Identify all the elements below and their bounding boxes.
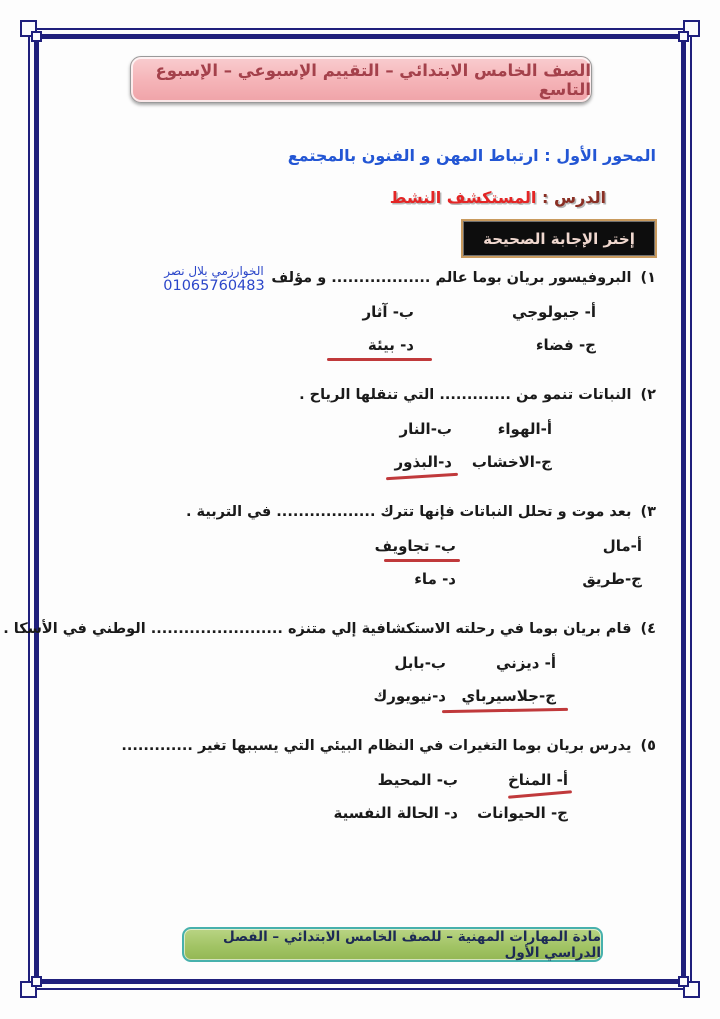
answer-underline bbox=[442, 708, 568, 713]
option-label: د- بيئة bbox=[367, 336, 414, 354]
answer-underline bbox=[327, 358, 432, 361]
option-label: ج- الحيوانات bbox=[477, 804, 568, 822]
option-label: أ- جيولوجي bbox=[512, 303, 596, 321]
option bbox=[132, 452, 452, 473]
question-block bbox=[132, 385, 656, 473]
question-line bbox=[132, 502, 656, 523]
question-text: قام بريان بوما في رحلته الاستكشافية إلي متنزه ........................ الوطني في الأسكا . bbox=[3, 621, 632, 637]
answer-underline bbox=[384, 559, 460, 562]
question-block bbox=[121, 736, 656, 824]
frame-corner-ornament bbox=[678, 31, 689, 42]
option bbox=[132, 419, 452, 440]
unit-title: المحور الأول : ارتباط المهن و الفنون بالمجتمع bbox=[287, 146, 656, 165]
option-label: ب- المحيط bbox=[377, 771, 458, 789]
lesson-label: الدرس : bbox=[542, 188, 606, 207]
frame-corner-ornament bbox=[31, 976, 42, 987]
header-banner-text: الصف الخامس الابتدائي – التقييم الإسبوعي – الإسبوع التاسع bbox=[155, 60, 591, 99]
option-label: ب-بابل bbox=[394, 654, 446, 672]
question-number: ١) bbox=[640, 270, 656, 286]
question-line bbox=[121, 736, 656, 757]
option bbox=[132, 335, 414, 356]
lesson-line bbox=[390, 188, 606, 207]
lesson-name: المستكشف النشط bbox=[389, 188, 537, 207]
question-list bbox=[3, 268, 656, 853]
option-label: د- ماء bbox=[414, 570, 456, 588]
option bbox=[452, 452, 552, 473]
option-label: ب- آثار bbox=[362, 303, 414, 321]
question-block bbox=[132, 502, 656, 590]
options-grid bbox=[132, 536, 656, 590]
option-label: د- الحالة النفسية bbox=[333, 804, 458, 822]
watermark-name: الخوارزمي بلال نصر bbox=[164, 264, 264, 278]
frame-corner-ornament bbox=[31, 31, 42, 42]
options-grid bbox=[132, 653, 656, 707]
question-line bbox=[3, 619, 656, 640]
option-label: ج- فضاء bbox=[535, 336, 596, 354]
option bbox=[414, 302, 596, 323]
question-line bbox=[132, 385, 656, 406]
option bbox=[446, 653, 556, 674]
option bbox=[456, 569, 642, 590]
option-label: ج-الاخشاب bbox=[471, 453, 552, 471]
option-label: د-البذور bbox=[394, 453, 452, 471]
option-label: ج-طريق bbox=[582, 570, 642, 588]
question-block bbox=[132, 268, 656, 356]
frame-corner-ornament bbox=[678, 976, 689, 987]
option-label: ب-النار bbox=[399, 420, 452, 438]
option-label: ب- تجاويف bbox=[374, 537, 456, 555]
option bbox=[132, 770, 458, 791]
footer-banner-text: مادة المهارات المهنية – للصف الخامس الابتدائي – الفصل الدراسي الأول bbox=[222, 928, 601, 961]
question-line bbox=[132, 268, 656, 289]
question-text: البروفيسور بريان بوما عالم .................. و مؤلف bbox=[271, 270, 632, 286]
option bbox=[446, 686, 556, 707]
header-banner bbox=[130, 56, 592, 103]
option-label: ج-جلاسيرباي bbox=[461, 687, 556, 705]
option-label: د-نيويورك bbox=[373, 687, 446, 705]
instruction-text: إختر الإجابة الصحيحة bbox=[483, 229, 635, 248]
footer-banner bbox=[182, 927, 603, 962]
instruction-box bbox=[461, 219, 657, 258]
options-grid bbox=[132, 770, 656, 824]
option bbox=[132, 803, 458, 824]
question-text: يدرس بريان بوما التغيرات في النظام البيئي التي يسببها تغير ............. bbox=[121, 738, 632, 754]
question-number: ٣) bbox=[640, 504, 656, 520]
option bbox=[132, 653, 446, 674]
question-text: بعد موت و تحلل النباتات فإنها تترك .................. في التربية . bbox=[185, 504, 632, 520]
option bbox=[132, 302, 414, 323]
answer-underline bbox=[508, 790, 572, 799]
option bbox=[458, 803, 568, 824]
option-label: أ- المناخ bbox=[508, 771, 568, 789]
option bbox=[456, 536, 642, 557]
option-label: أ-الهواء bbox=[497, 420, 552, 438]
question-number: ٤) bbox=[640, 621, 656, 637]
answer-underline bbox=[386, 473, 458, 480]
question-number: ٥) bbox=[640, 738, 656, 754]
question-number: ٢) bbox=[640, 387, 656, 403]
option-label: أ- ديزني bbox=[495, 654, 556, 672]
question-block bbox=[3, 619, 656, 707]
option bbox=[452, 419, 552, 440]
options-grid bbox=[132, 302, 656, 356]
option bbox=[132, 686, 446, 707]
option bbox=[458, 770, 568, 791]
options-grid bbox=[132, 419, 656, 473]
option bbox=[132, 569, 456, 590]
option bbox=[132, 536, 456, 557]
option bbox=[414, 335, 596, 356]
question-text: النباتات تنمو من ............. التي تنقلها الرياح . bbox=[299, 387, 632, 403]
watermark-phone: 01065760483 bbox=[163, 278, 265, 294]
option-label: أ-مال bbox=[602, 537, 642, 555]
